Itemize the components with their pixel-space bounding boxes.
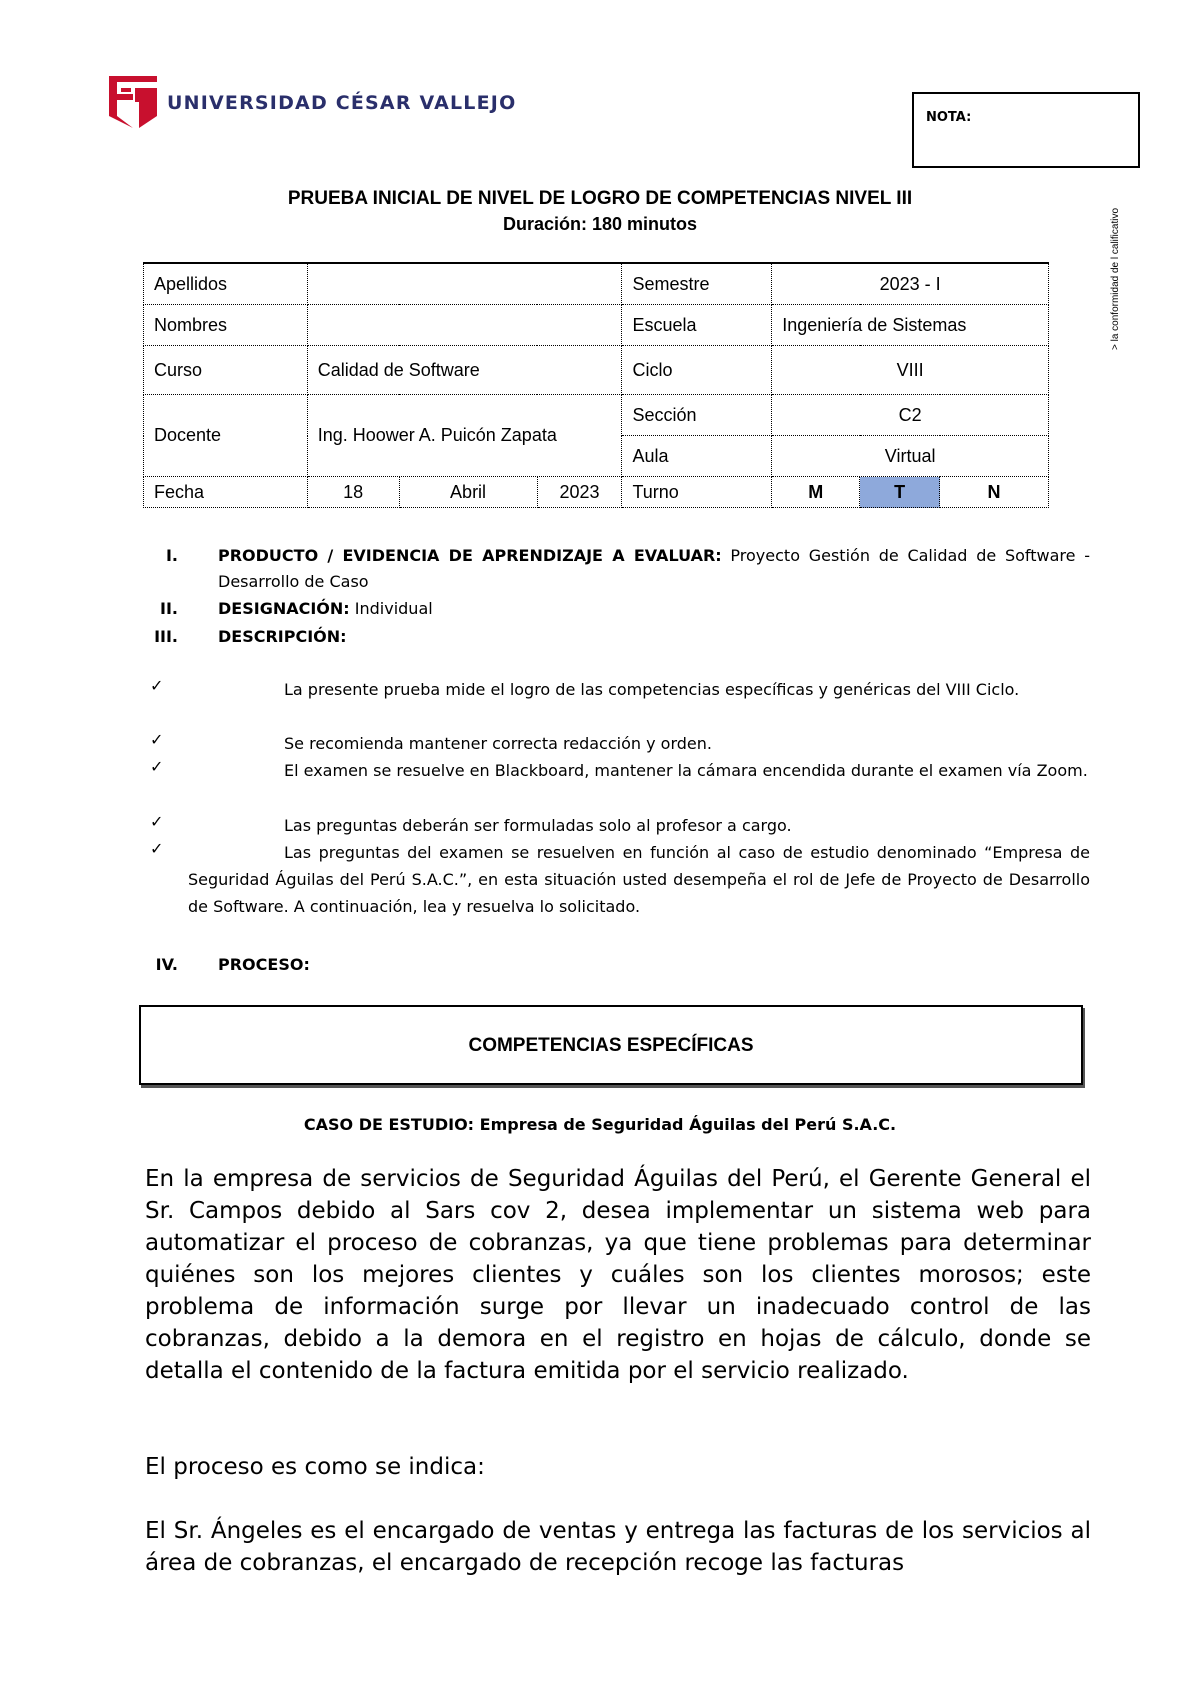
turno-label: Turno: [622, 477, 772, 508]
seccion-label: Sección: [622, 395, 772, 436]
case-paragraph-2: El proceso es como se indica:: [145, 1454, 485, 1480]
ucv-shield-icon: [105, 72, 161, 130]
fecha-month: Abril: [399, 477, 537, 508]
nombres-field[interactable]: [307, 305, 622, 346]
check-icon: ✓: [150, 676, 164, 695]
exam-duration: Duración: 180 minutos: [502, 214, 698, 234]
case-paragraph-3: El Sr. Ángeles es el encargado de ventas y entrega las facturas de los servicios al área de cobranzas, el encargado de recepción recoge las facturas: [145, 1518, 1091, 1576]
apellidos-field[interactable]: [307, 263, 622, 305]
ciclo-value: VIII: [772, 346, 1049, 395]
check-icon: ✓: [150, 757, 164, 776]
bullet-4: Las preguntas deberán ser formuladas solo al profesor a cargo.: [284, 816, 792, 835]
section-2-label: DESIGNACIÓN:: [218, 599, 350, 618]
university-name: UNIVERSIDAD CÉSAR VALLEJO: [167, 92, 517, 114]
exam-title: PRUEBA INICIAL DE NIVEL DE LOGRO DE COMPETENCIAS NIVEL III: [287, 188, 913, 209]
section-1-text: Proyecto Gestión de Calidad de Software - Desarrollo de Caso: [218, 546, 1091, 591]
semestre-label: Semestre: [622, 263, 772, 305]
section-1: [218, 543, 1090, 595]
section-3-label: DESCRIPCIÓN:: [218, 627, 347, 646]
turno-n: N: [940, 477, 1049, 508]
nota-label: NOTA:: [926, 110, 972, 125]
section-2-text: Individual: [349, 599, 433, 618]
student-info-table: [143, 262, 1049, 508]
semestre-value: 2023 - I: [772, 263, 1049, 305]
bullet-5: Las preguntas del examen se resuelven en función al caso de estudio denominado “Empresa de Seguridad Águilas del Perú S.A.C.”, en esta situación usted desempeña el rol de Jefe de Proyecto de Desarrollo de Software. A continuación, lea y resuelva lo solicitado.: [188, 843, 1090, 916]
apellidos-label: Apellidos: [144, 263, 308, 305]
curso-label: Curso: [144, 346, 308, 395]
ciclo-label: Ciclo: [622, 346, 772, 395]
section-4-number: IV.: [155, 955, 178, 974]
university-logo: [105, 72, 517, 132]
seccion-value: C2: [772, 395, 1049, 436]
section-3-number: III.: [154, 627, 178, 646]
aula-value: Virtual: [772, 436, 1049, 477]
section-1-number: I.: [165, 546, 178, 565]
nombres-label: Nombres: [144, 305, 308, 346]
competencias-title: COMPETENCIAS ESPECÍFICAS: [468, 1035, 754, 1056]
case-title: CASO DE ESTUDIO: Empresa de Seguridad Águilas del Perú S.A.C.: [303, 1115, 897, 1134]
section-1-label: PRODUCTO / EVIDENCIA DE APRENDIZAJE A EVALUAR:: [218, 546, 722, 565]
check-icon: ✓: [150, 730, 164, 749]
case-paragraph-1: En la empresa de servicios de Seguridad Águilas del Perú, el Gerente General el Sr. Campos debido al Sars cov 2, desea implementar un sistema web para automatizar el proceso de cobranzas, ya que tiene problemas para determinar quiénes son los mejores clientes y cuáles son los clientes morosos; este problema de información surge por llevar un inadecuado control de las cobranzas, debido a la demora en el registro en hojas de cálculo, donde se detalla el contenido de la factura emitida por el servicio realizado.: [145, 1166, 1091, 1384]
competencias-box: [139, 1005, 1083, 1085]
section-2: [218, 596, 1090, 622]
fecha-year: 2023: [537, 477, 622, 508]
bullet-3: El examen se resuelve en Blackboard, mantener la cámara encendida durante el examen vía Zoom.: [284, 761, 1088, 780]
section-4-label: PROCESO:: [218, 955, 310, 974]
bullet-2: Se recomienda mantener correcta redacción y orden.: [284, 734, 712, 753]
docente-value: Ing. Hoower A. Puicón Zapata: [307, 395, 622, 477]
nota-box[interactable]: [912, 92, 1140, 168]
check-icon: ✓: [150, 812, 164, 831]
turno-t-selected: T: [860, 477, 940, 508]
docente-label: Docente: [144, 395, 308, 477]
section-2-number: II.: [160, 599, 178, 618]
bullet-1: La presente prueba mide el logro de las competencias específicas y genéricas del VIII Ciclo.: [284, 680, 1020, 699]
escuela-value: Ingeniería de Sistemas: [772, 305, 1049, 346]
vertical-note: > la conformidad de l calificativo: [1110, 207, 1121, 350]
curso-value: Calidad de Software: [307, 346, 622, 395]
check-icon: ✓: [150, 839, 164, 858]
escuela-label: Escuela: [622, 305, 772, 346]
fecha-day: 18: [307, 477, 399, 508]
turno-m: M: [772, 477, 860, 508]
fecha-label: Fecha: [144, 477, 308, 508]
aula-label: Aula: [622, 436, 772, 477]
